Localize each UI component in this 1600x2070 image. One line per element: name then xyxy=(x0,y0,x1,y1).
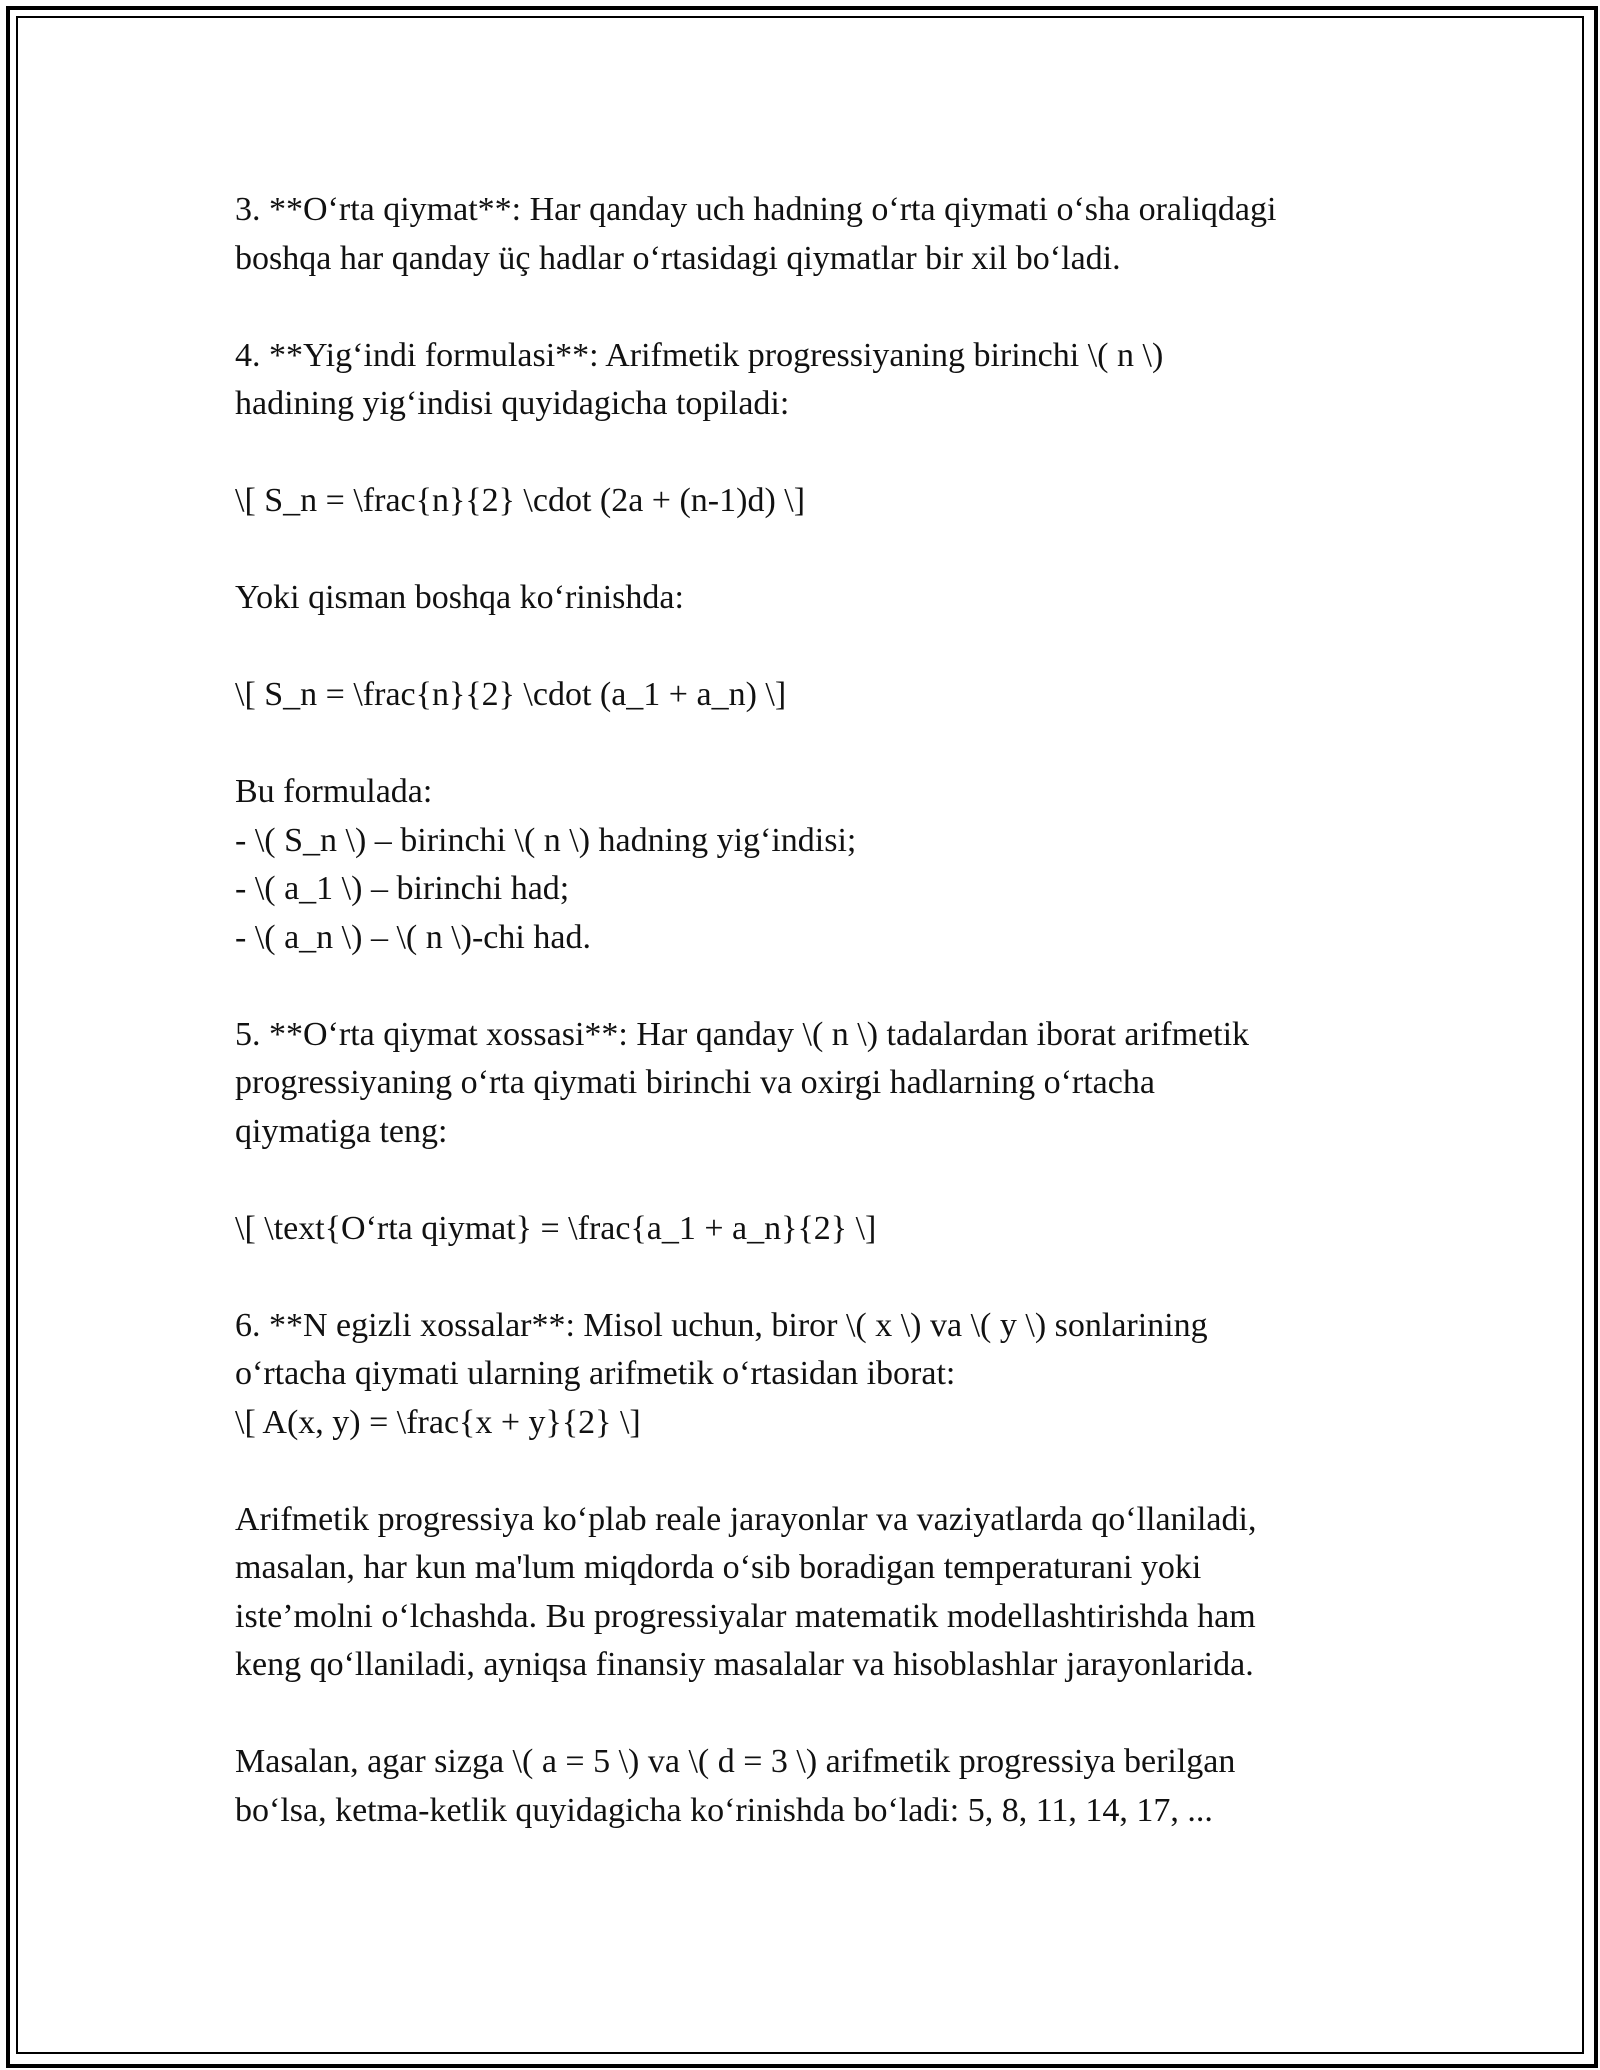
list-item: - \( a_1 \) – birinchi had; xyxy=(235,870,570,907)
text-line: Arifmetik progressiya ko‘plab reale jarayonlar va vaziyatlarda qo‘llaniladi, xyxy=(235,1500,1257,1538)
blank-line xyxy=(235,283,1415,332)
text-line: 5. **O‘rta qiymat xossasi**: Har qanday \( n \) tadalardan iborat arifmetik xyxy=(235,1015,1250,1053)
text-line: bo‘lsa, ketma-ketlik quyidagicha ko‘rinishda bo‘ladi: 5, 8, 11, 14, 17, ... xyxy=(235,1791,1213,1829)
text-line: qiymatiga teng: xyxy=(235,1112,448,1150)
blank-line xyxy=(235,720,1415,769)
blank-line xyxy=(235,1253,1415,1302)
text-line: 6. **N egizli xossalar**: Misol uchun, biror \( x \) va \( y \) sonlarining xyxy=(235,1306,1208,1344)
blank-line xyxy=(235,1447,1415,1496)
text-line: Masalan, agar sizga \( a = 5 \) va \( d = 3 \) arifmetik progressiya berilgan xyxy=(235,1743,1236,1780)
text-line: masalan, har kun ma'lum miqdorda o‘sib boradigan temperaturani yoki xyxy=(235,1549,1202,1586)
text-line: keng qo‘llaniladi, ayniqsa finansiy masalalar va hisoblashlar jarayonlarida. xyxy=(235,1646,1254,1683)
text-line: o‘rtacha qiymati ularning arifmetik o‘rtasidan iborat: xyxy=(235,1355,956,1392)
text-line: hadining yig‘indisi quyidagicha topiladi: xyxy=(235,385,790,422)
formula-line: \[ S_n = \frac{n}{2} \cdot (a_1 + a_n) \] xyxy=(235,676,787,713)
blank-line xyxy=(235,962,1415,1011)
blank-line xyxy=(235,1690,1415,1739)
text-line: Yoki qisman boshqa ko‘rinishda: xyxy=(235,579,684,616)
blank-line xyxy=(235,429,1415,478)
text-line: progressiyaning o‘rta qiymati birinchi va oxirgi hadlarning o‘rtacha xyxy=(235,1064,1155,1101)
text-line: Bu formulada: xyxy=(235,773,433,810)
formula-line: \[ \text{O‘rta qiymat} = \frac{a_1 + a_n}{2} \] xyxy=(235,1209,877,1247)
text-line: boshqa har qanday üç hadlar o‘rtasidagi qiymatlar bir xil bo‘ladi. xyxy=(235,239,1121,277)
blank-line xyxy=(235,1156,1415,1205)
formula-line: \[ A(x, y) = \frac{x + y}{2} \] xyxy=(235,1403,641,1441)
blank-line xyxy=(235,623,1415,672)
text-line: 4. **Yig‘indi formulasi**: Arifmetik progressiyaning birinchi \( n \) xyxy=(235,336,1164,374)
list-item: - \( a_n \) – \( n \)-chi had. xyxy=(235,918,591,956)
text-line: iste’molni o‘lchashda. Bu progressiyalar matematik modellashtirishda ham xyxy=(235,1597,1256,1635)
document-body xyxy=(235,186,1415,1835)
blank-line xyxy=(235,526,1415,575)
text-line: 3. **O‘rta qiymat**: Har qanday uch hadning o‘rta qiymati o‘sha oraliqdagi xyxy=(235,191,1277,228)
formula-line: \[ S_n = \frac{n}{2} \cdot (2a + (n-1)d) \] xyxy=(235,482,806,519)
list-item: - \( S_n \) – birinchi \( n \) hadning yig‘indisi; xyxy=(235,821,857,859)
